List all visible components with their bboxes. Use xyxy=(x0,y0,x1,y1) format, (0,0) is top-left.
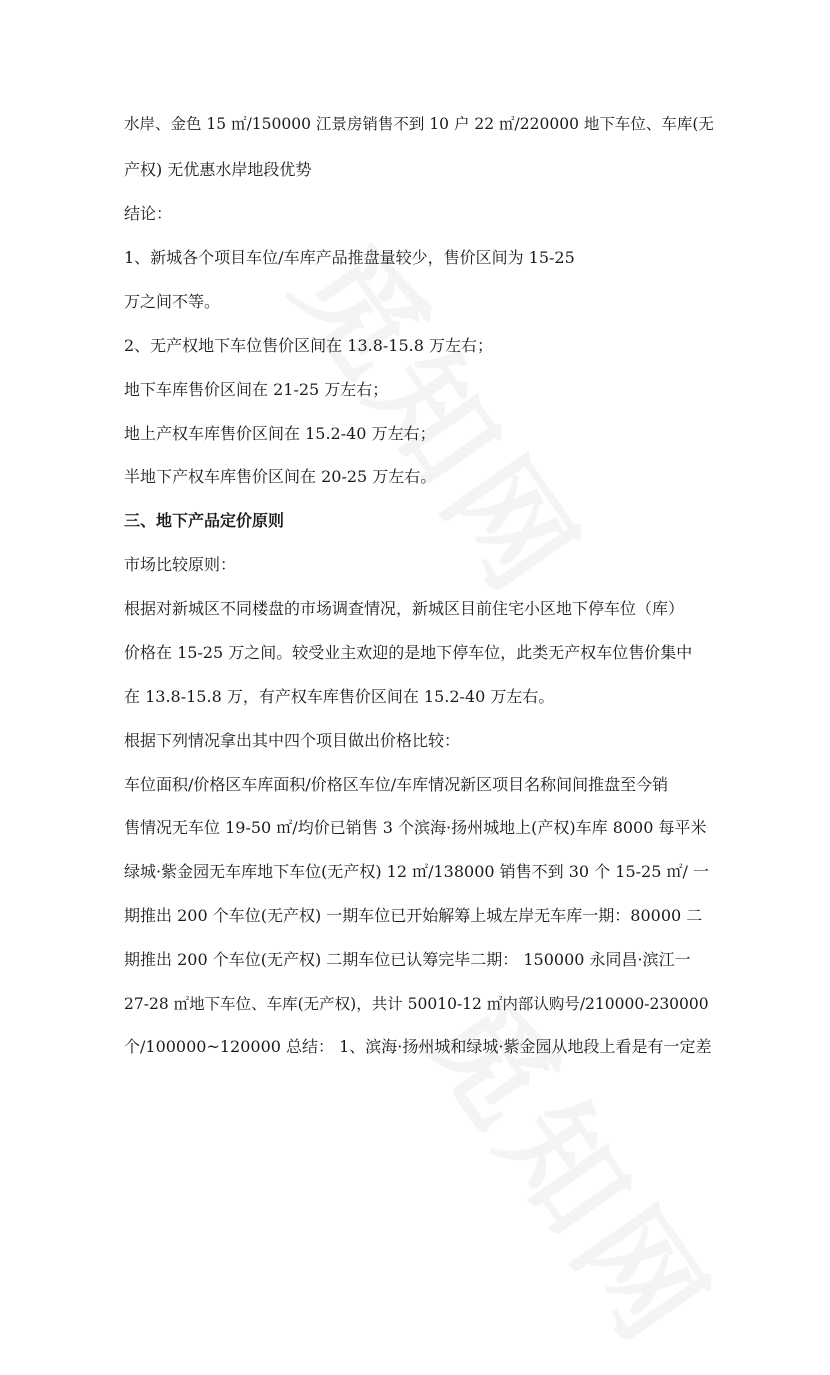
text-line: 价格在 15-25 万之间。较受业主欢迎的是地下停车位，此类无产权车位售价集中 xyxy=(124,643,693,662)
text-line: 车位面积/价格区车库面积/价格区车位/车库情况新区项目名称间间推盘至今销 xyxy=(124,775,669,794)
text-line: 绿城·紫金园无车库地下车位(无产权) 12 ㎡/138000 销售不到 30 个 15-25 ㎡/ 一 xyxy=(124,862,709,881)
text-line: 期推出 200 个车位(无产权) 二期车位已认筹完毕二期： 150000 永同昌·滨江一 xyxy=(124,950,691,969)
text-line: 根据下列情况拿出其中四个项目做出价格比较： xyxy=(124,731,461,750)
text-line: 在 13.8-15.8 万，有产权车库售价区间在 15.2-40 万左右。 xyxy=(124,687,555,706)
text-line: 售情况无车位 19-50 ㎡/均价已销售 3 个滨海·扬州城地上(产权)车库 8000 每平米 xyxy=(124,818,707,837)
text-line: 地下车库售价区间在 21-25 万左右； xyxy=(124,380,389,399)
text-line: 水岸、金色 15 ㎡/150000 江景房销售不到 10 户 22 ㎡/220000 地下车位、车库(无 xyxy=(124,115,714,133)
text-line: 根据对新城区不同楼盘的市场调查情况，新城区目前住宅小区地下停车位（库） xyxy=(124,599,685,618)
text-line: 产权) 无优惠水岸地段优势 xyxy=(124,160,312,179)
text-line: 结论： xyxy=(124,204,173,223)
text-line: 个/100000~120000 总结： 1、滨海·扬州城和绿城·紫金园从地段上看是有一定差 xyxy=(124,1037,712,1056)
section-heading: 三、地下产品定价原则 xyxy=(124,511,285,530)
text-line: 期推出 200 个车位(无产权) 一期车位已开始解筹上城左岸无车库一期：80000 二 xyxy=(124,906,703,925)
text-line: 市场比较原则： xyxy=(124,555,237,574)
text-line: 1、新城各个项目车位/车库产品推盘量较少，售价区间为 15-25 xyxy=(124,248,575,267)
text-line: 27-28 ㎡地下车位、车库(无产权)，共计 50010-12 ㎡内部认购号/210000-230000 xyxy=(124,995,709,1013)
text-line: 半地下产权车库售价区间在 20-25 万左右。 xyxy=(124,467,437,486)
text-line: 万之间不等。 xyxy=(124,292,221,311)
text-line: 地上产权车库售价区间在 15.2-40 万左右； xyxy=(124,424,436,443)
text-line: 2、无产权地下车位售价区间在 13.8-15.8 万左右； xyxy=(124,336,494,355)
